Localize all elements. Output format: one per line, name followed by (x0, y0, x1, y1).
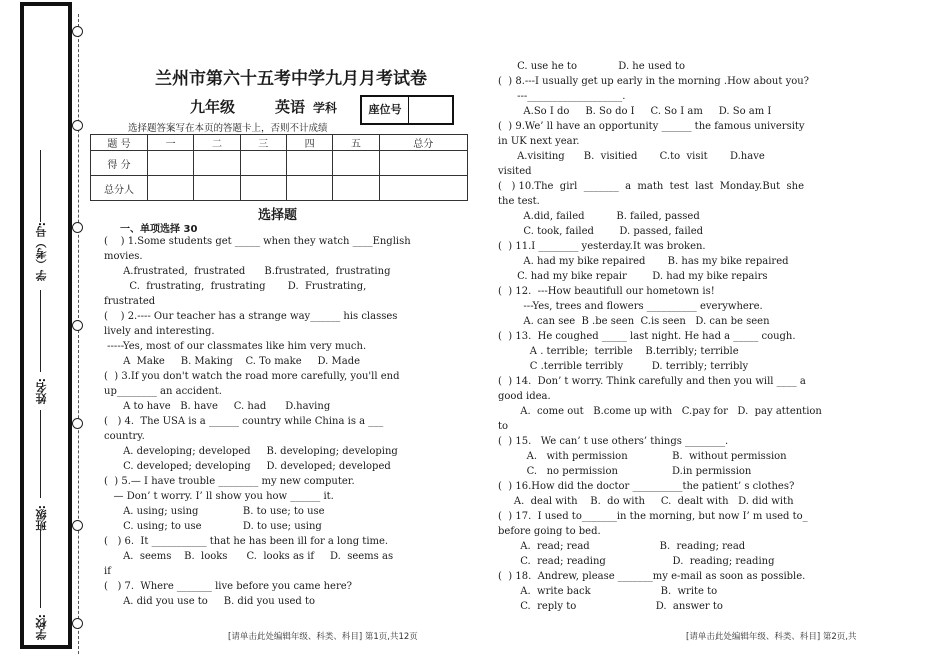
question-line: C. use he to D. he used to (498, 61, 685, 72)
question-line: A. seems B. looks C. looks as if D. seems as (104, 551, 394, 562)
binding-hole (72, 120, 83, 131)
question-line: A.frustrated, frustrated B.frustrated, frustrating (104, 266, 391, 277)
class-label: 班级: (35, 505, 48, 532)
question-line: ( ) 8.---I usually get up early in the morning .How about you? (498, 76, 810, 87)
question-line: A. can see B .be seen C.is seen D. can be seen (498, 316, 770, 327)
question-line: good idea. (498, 391, 551, 402)
score-row-label: 总分人 (91, 176, 148, 201)
question-line: A. using; using B. to use; to use (104, 506, 325, 517)
school-blank[interactable] (40, 530, 41, 608)
score-header: 总分 (379, 135, 467, 151)
question-line: A.did, failed B. failed, passed (498, 211, 700, 222)
question-line: C. frustrating, frustrating D. Frustrating, (104, 281, 367, 292)
binding-hole (72, 418, 83, 429)
question-line: ( ) 9.We’ ll have an opportunity ______ the famous university (498, 121, 805, 132)
part-title: 一、单项选择 30 (120, 224, 198, 235)
binding-hole (72, 26, 83, 37)
question-line: ( ) 17. I used to_______in the morning, but now I’ m used to_ (498, 511, 808, 522)
question-line: ( ) 12. ---How beautifull our hometown is! (498, 286, 715, 297)
instruction-note: 选择题答案写在本页的答题卡上，否则不计成绩 (128, 123, 328, 134)
school-label: 学校: (35, 614, 48, 641)
question-line: the test. (498, 196, 540, 207)
subject-suffix: 学科 (313, 101, 338, 115)
question-line: ( ) 2.---- Our teacher has a strange way______ his classes (104, 311, 398, 322)
question-line: A. come out B.come up with C.pay for D. pay attention (498, 406, 822, 417)
question-line: A. deal with B. do with C. dealt with D. did with (498, 496, 794, 507)
question-line: country. (104, 431, 145, 442)
exam-title: 兰州市第六十五考中学九月月考试卷 (155, 69, 427, 89)
score-cell[interactable] (286, 176, 332, 201)
question-line: A. write back B. write to (498, 586, 718, 597)
question-line: ( ) 16.How did the doctor __________the patient’ s clothes? (498, 481, 795, 492)
question-line: ( ) 11.I ________ yesterday.It was broken. (498, 241, 706, 252)
question-line: A.visiting B. visitied C.to visit D.have (498, 151, 765, 162)
question-line: A. developing; developed B. developing; developing (104, 446, 398, 457)
question-line: in UK next year. (498, 136, 580, 147)
question-line: to (498, 421, 509, 432)
binding-margin (20, 2, 72, 649)
question-line: — Don’ t worry. I’ ll show you how ______ it. (104, 491, 334, 502)
question-line: C. reply to D. answer to (498, 601, 723, 612)
question-line: lively and interesting. (104, 326, 215, 337)
score-cell[interactable] (148, 151, 194, 176)
question-line: ( ) 7. Where _______ live before you came here? (104, 581, 353, 592)
score-cell[interactable] (379, 176, 467, 201)
question-line: ( ) 18. Andrew, please _______my e-mail as soon as possible. (498, 571, 806, 582)
question-line: C. developed; developing D. developed; developed (104, 461, 391, 472)
score-cell[interactable] (379, 151, 467, 176)
question-line: A to have B. have C. had D.having (104, 401, 331, 412)
question-line: A. with permission B. without permission (498, 451, 787, 462)
section-title: 选择题 (258, 208, 298, 223)
question-line: ( ) 1.Some students get _____ when they watch ____English (104, 236, 411, 247)
name-blank[interactable] (40, 290, 41, 372)
question-line: A. did you use to B. did you used to (104, 596, 316, 607)
page-footer-right: [请单击此处编辑年级、科类、科目] 第2页,共 (686, 632, 857, 642)
question-line: C. using; to use D. to use; using (104, 521, 322, 532)
question-line: A.So I do B. So do I C. So I am D. So am I (498, 106, 772, 117)
exam-number-label: 学（考）号: (35, 222, 48, 282)
question-line: ( ) 15. We can’ t use others’ things ________. (498, 436, 729, 447)
question-line: movies. (104, 251, 143, 262)
question-line: C. read; reading D. reading; reading (498, 556, 775, 567)
score-header: 二 (194, 135, 240, 151)
score-header: 四 (286, 135, 332, 151)
question-line: A. read; read B. reading; read (498, 541, 746, 552)
question-line: ( ) 3.If you don't watch the road more carefully, you'll end (104, 371, 400, 382)
question-line: ( ) 6. It ___________ that he has been ill for a long time. (104, 536, 389, 547)
class-blank[interactable] (40, 410, 41, 498)
page-footer-left: [请单击此处编辑年级、科类、科目] 第1页,共12页 (228, 632, 418, 642)
score-cell[interactable] (148, 176, 194, 201)
binding-hole (72, 320, 83, 331)
question-line: ( ) 4. The USA is a ______ country while China is a ___ (104, 416, 384, 427)
score-cell[interactable] (286, 151, 332, 176)
binding-hole (72, 618, 83, 629)
seal-line (78, 14, 79, 654)
question-line: if (104, 566, 111, 577)
question-line: ---___________________. (498, 91, 626, 102)
score-header: 题 号 (91, 135, 148, 151)
score-table (90, 134, 468, 201)
question-line: A Make B. Making C. To make D. Made (104, 356, 361, 367)
question-line: A . terrible; terrible B.terribly; terrible (498, 346, 739, 357)
score-cell[interactable] (240, 151, 286, 176)
subject-name: 英语 (275, 98, 306, 116)
question-line: visited (498, 166, 532, 177)
seat-number-box[interactable] (360, 95, 454, 125)
question-line: up________ an accident. (104, 386, 222, 397)
question-line: C. no permission D.in permission (498, 466, 752, 477)
score-cell[interactable] (194, 176, 240, 201)
question-line: ( ) 14. Don’ t worry. Think carefully and then you will ____ a (498, 376, 806, 387)
question-line: ---Yes, trees and flowers __________ everywhere. (498, 301, 763, 312)
score-header: 五 (333, 135, 379, 151)
question-line: ( ) 10.The girl _______ a math test last Monday.But she (498, 181, 805, 192)
binding-hole (72, 520, 83, 531)
grade-label: 九年级 (190, 98, 236, 116)
score-header: 一 (148, 135, 194, 151)
score-cell[interactable] (333, 151, 379, 176)
question-line: frustrated (104, 296, 156, 307)
question-line: C. had my bike repair D. had my bike repairs (498, 271, 768, 282)
question-line: before going to bed. (498, 526, 601, 537)
question-line: ( ) 5.— I have trouble ________ my new computer. (104, 476, 355, 487)
score-cell[interactable] (333, 176, 379, 201)
question-line: -----Yes, most of our classmates like him very much. (104, 341, 367, 352)
question-line: A. had my bike repaired B. has my bike repaired (498, 256, 789, 267)
score-cell[interactable] (194, 151, 240, 176)
score-header: 三 (240, 135, 286, 151)
seat-number-label: 座位号 (362, 97, 409, 123)
exam-number-blank[interactable] (40, 150, 41, 222)
binding-hole (72, 222, 83, 233)
question-line: C. took, failed D. passed, failed (498, 226, 704, 237)
score-cell[interactable] (240, 176, 286, 201)
score-row-label: 得 分 (91, 151, 148, 176)
question-line: C .terrible terribly D. terribly; terribly (498, 361, 749, 372)
question-line: ( ) 13. He coughed _____ last night. He had a _____ cough. (498, 331, 796, 342)
name-label: 姓名: (35, 378, 48, 405)
